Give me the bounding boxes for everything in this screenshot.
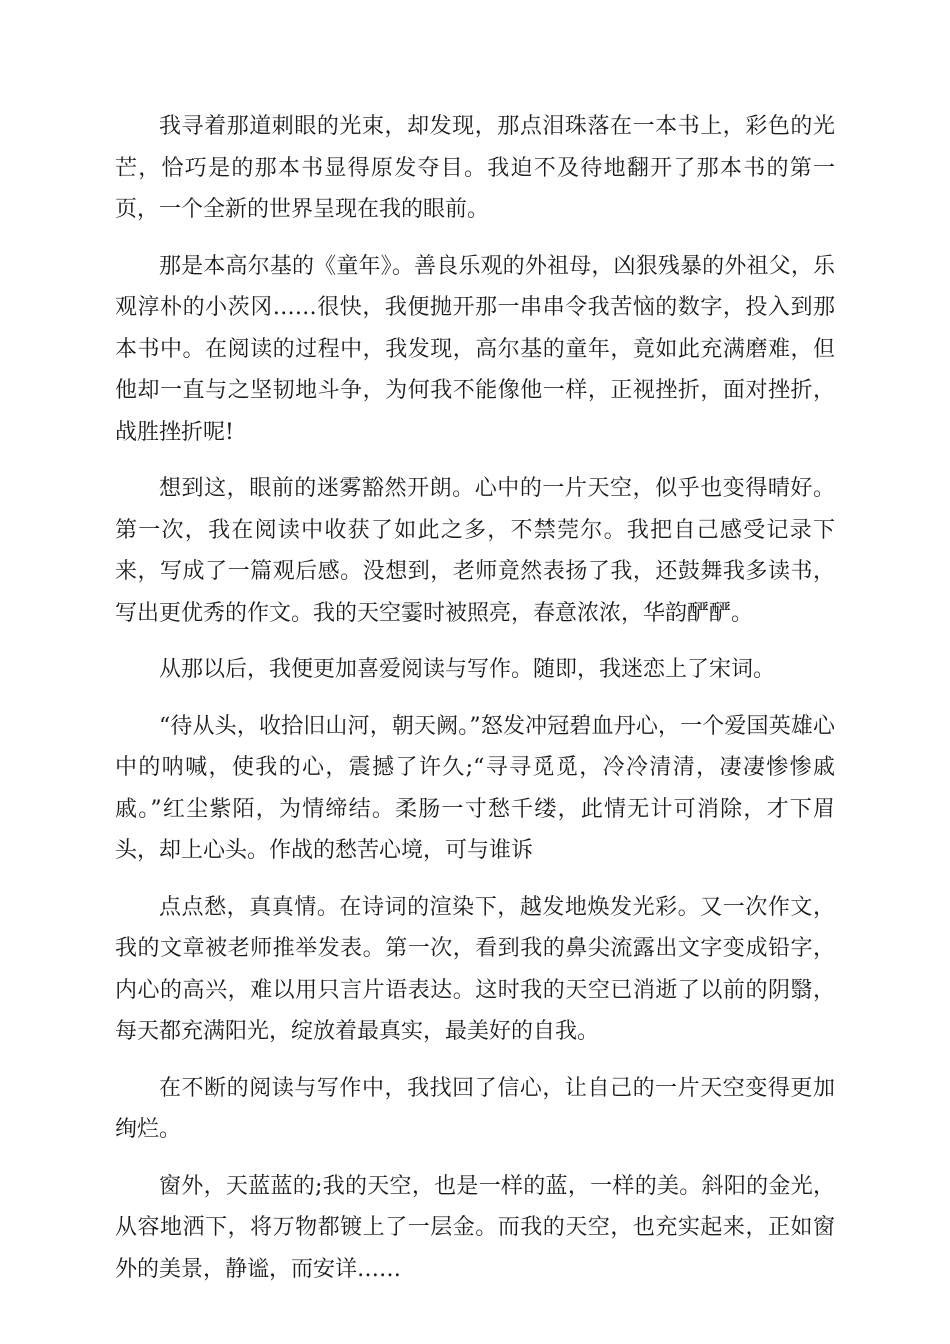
paragraph-4: 从那以后，我便更加喜爱阅读与写作。随即，我迷恋上了宋词。 [159, 657, 776, 682]
paragraph-3: 想到这，眼前的迷雾豁然开朗。心中的一片天空，似乎也变得晴好。第一次，我在阅读中收获了如此之多，不禁莞尔。我把自己感受记录下来，写成了一篇观后感。没想到，老师竟然表扬了我，还鼓舞我多读书，写出更优秀的作文。我的天空霎时被照亮，春意浓浓，华韵酽酽。 [115, 476, 835, 626]
paragraph-6: 点点愁，真真情。在诗词的渲染下，越发地焕发光彩。又一次作文，我的文章被老师推举发表。第一次，看到我的鼻尖流露出文字变成铅字，内心的高兴，难以用只言片语表达。这时我的天空已消逝了以前的阴翳，每天都充满阳光，绽放着最真实，最美好的自我。 [115, 894, 835, 1044]
document-body [115, 106, 835, 1305]
paragraph-5: “待从头，收拾旧山河，朝天阙。”怒发冲冠碧血丹心，一个爱国英雄心中的呐喊，使我的心，震撼了许久;“寻寻觅觅，冷冷清清，凄凄惨惨戚戚。”红尘紫陌，为情缔结。柔肠一寸愁千缕，此情无计可消除，才下眉头，却上心头。作战的愁苦心境，可与谁诉 [115, 713, 835, 863]
paragraph-8: 窗外，天蓝蓝的;我的天空，也是一样的蓝，一样的美。斜阳的金光，从容地洒下，将万物都镀上了一层金。而我的天空，也充实起来，正如窗外的美景，静谧，而安详…… [115, 1173, 835, 1282]
paragraph-1: 我寻着那道刺眼的光束，却发现，那点泪珠落在一本书上，彩色的光芒，恰巧是的那本书显得原发夺目。我迫不及待地翻开了那本书的第一页，一个全新的世界呈现在我的眼前。 [115, 114, 835, 222]
paragraph-7: 在不断的阅读与写作中，我找回了信心，让自己的一片天空变得更加绚烂。 [115, 1075, 835, 1142]
paragraph-2: 那是本高尔基的《童年》。善良乐观的外祖母，凶狠残暴的外祖父，乐观淳朴的小茨冈……很快，我便抛开那一串串令我苦恼的数字，投入到那本书中。在阅读的过程中，我发现，高尔基的童年，竟如此充满磨难，但他却一直与之坚韧地斗争，为何我不能像他一样，正视挫折，面对挫折，战胜挫折呢! [115, 253, 835, 445]
